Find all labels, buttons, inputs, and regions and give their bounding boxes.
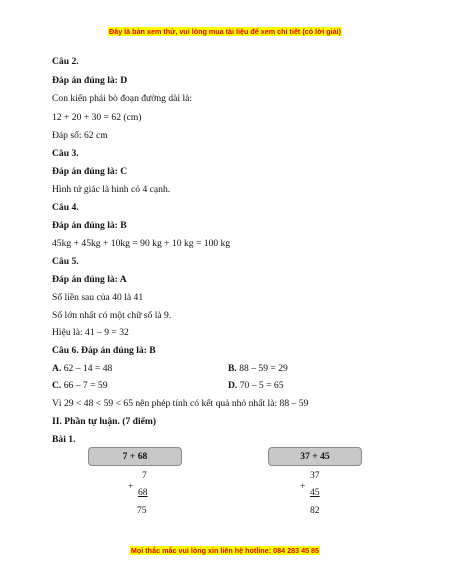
q2-line: 12 + 20 + 30 = 62 (cm): [52, 112, 142, 123]
addend-bottom: 45: [310, 487, 320, 498]
q2-line: Đáp số: 62 cm: [52, 130, 108, 141]
q2-answer: Đáp án đúng là: D: [52, 75, 128, 86]
sum-result: 82: [310, 505, 320, 516]
q5-line: Số lớn nhất có một chữ số là 9.: [52, 310, 172, 321]
q3-line: Hình tứ giác là hình có 4 cạnh.: [52, 184, 171, 195]
q4-title: Câu 4.: [52, 202, 79, 213]
q6-option-d: D. 70 – 5 = 65: [228, 380, 284, 391]
addend-top: 7: [142, 470, 147, 481]
q2-line: Con kiến phải bò đoạn đường dài là:: [52, 93, 193, 104]
q6-conclusion: Vì 29 < 48 < 59 < 65 nên phép tính có kết quả nhỏ nhất là: 88 – 59: [52, 398, 309, 409]
q5-line: Hiệu là: 41 – 9 = 32: [52, 327, 129, 338]
q3-answer: Đáp án đúng là: C: [52, 166, 128, 177]
calc-expression-box: 37 + 45: [268, 447, 362, 466]
preview-notice-banner: Đây là bản xem thử, vui lòng mua tài liệu để xem chi tiết (có lời giải): [109, 27, 341, 36]
plus-sign: +: [128, 481, 134, 492]
hotline-banner: Mọi thắc mắc vui lòng xin liên hệ hotline: 084 283 45 85: [130, 546, 320, 555]
q6-option-c: C. 66 – 7 = 59: [52, 380, 108, 391]
q5-answer: Đáp án đúng là: A: [52, 274, 127, 285]
q6-title: Câu 6. Đáp án đúng là: B: [52, 345, 156, 356]
addend-bottom: 68: [138, 487, 148, 498]
q4-line: 45kg + 45kg + 10kg = 90 kg + 10 kg = 100 kg: [52, 238, 231, 249]
plus-sign: +: [300, 481, 306, 492]
q3-title: Câu 3.: [52, 148, 79, 159]
q2-title: Câu 2.: [52, 56, 79, 67]
q6-option-b: B. 88 – 59 = 29: [228, 363, 288, 374]
calc-expression-box: 7 + 68: [88, 447, 182, 466]
q6-option-a: A. 62 – 14 = 48: [52, 363, 113, 374]
q5-title: Câu 5.: [52, 256, 79, 267]
sum-result: 75: [137, 505, 147, 516]
q5-line: Số liền sau của 40 là 41: [52, 292, 144, 303]
bai1-title: Bài 1.: [52, 434, 76, 445]
addend-top: 37: [310, 470, 320, 481]
part2-heading: II. Phần tự luận. (7 điểm): [52, 416, 157, 427]
q4-answer: Đáp án đúng là: B: [52, 220, 127, 231]
